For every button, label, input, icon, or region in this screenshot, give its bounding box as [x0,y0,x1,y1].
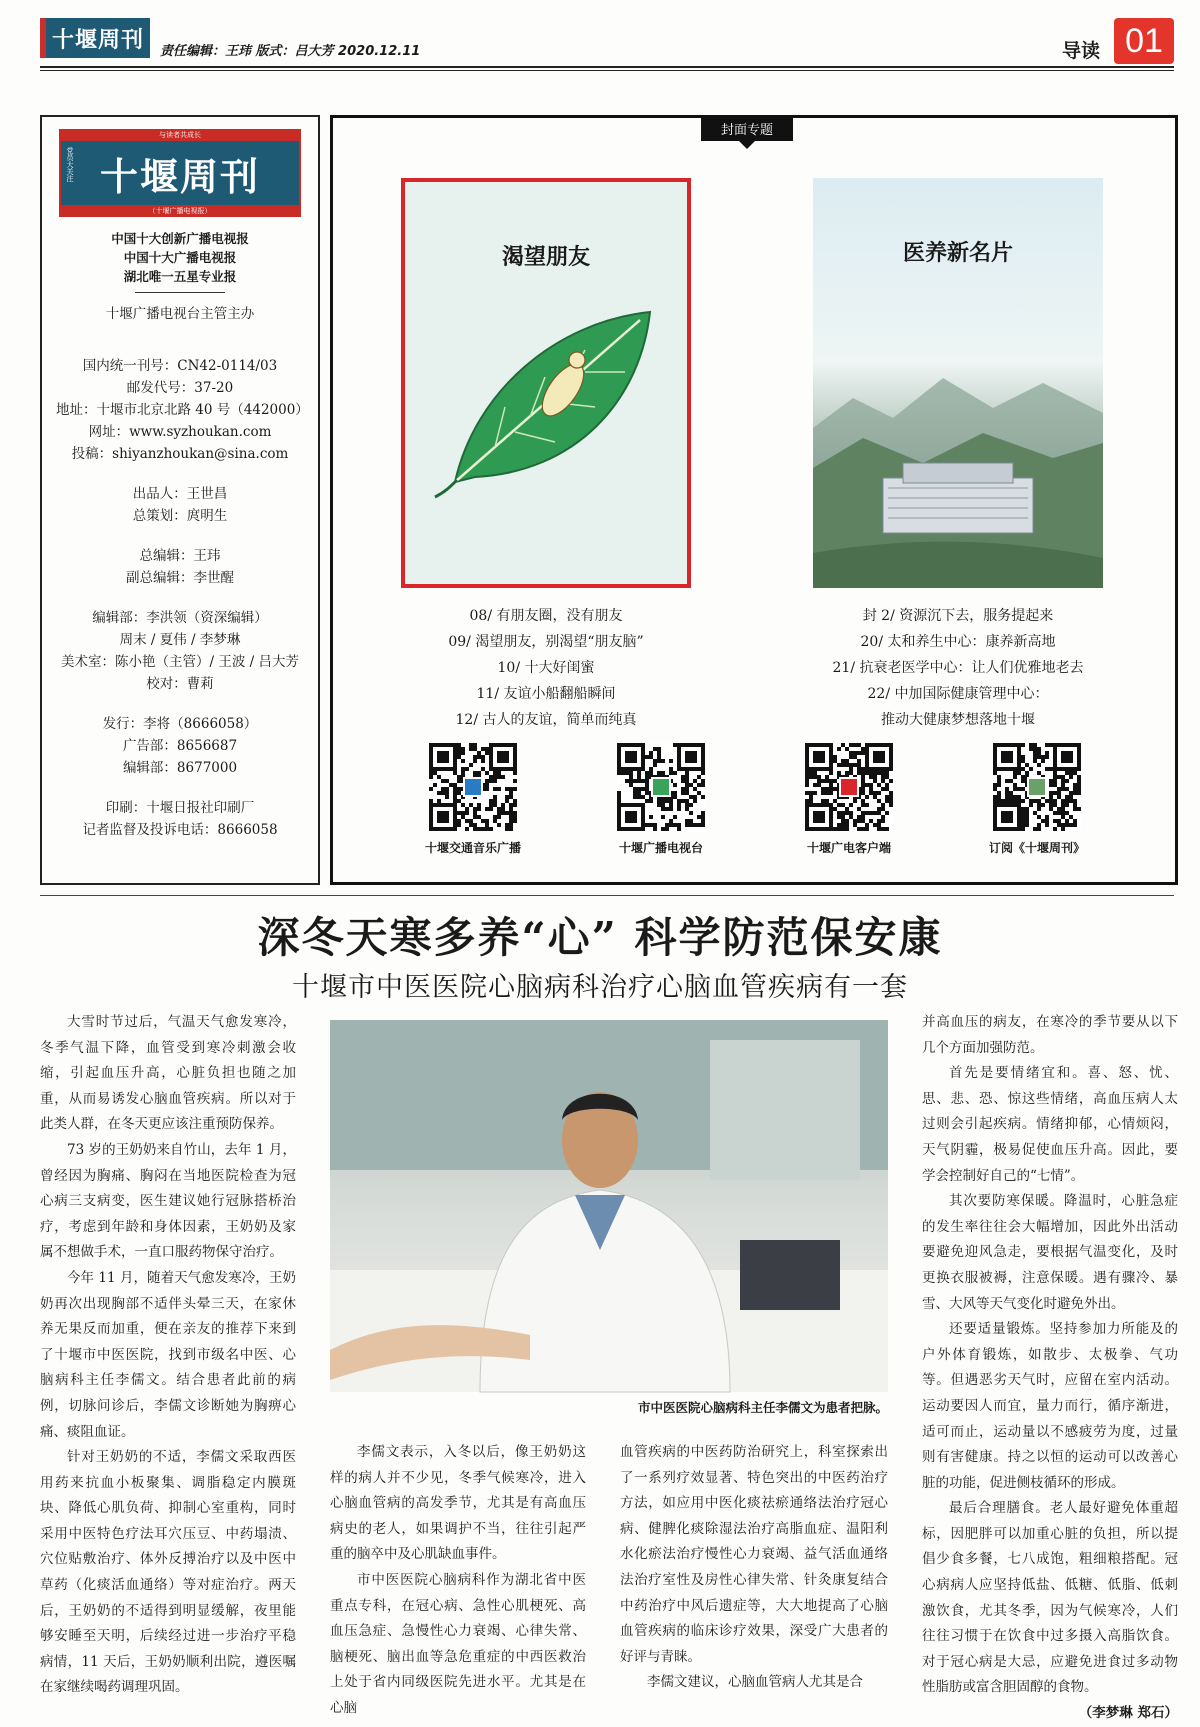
header-logo: 十堰周刊 [40,18,150,58]
info-line: 发行：李将（8666058） [102,716,258,732]
toc-item[interactable]: 09/ 渴望朋友，别渴望“朋友脑” [448,634,644,650]
article-signature: （李梦琳 郑石） [1078,1705,1178,1722]
honor-item: 湖北唯一五星专业报 [123,269,237,284]
toc-health [783,603,1133,733]
article-column-3 [620,1440,888,1696]
paragraph: 李儒文建议，心脑血管病人尤其是合 [647,1674,863,1691]
section-label: 导读 [1061,40,1100,62]
chief-editors [56,545,304,589]
honor-item: 中国十大广播电视报 [123,250,237,265]
qr-label: 十堰交通音乐广播 [424,841,521,855]
qr-label: 订阅《十堰周刊》 [988,841,1085,855]
photo-caption: 市中医医院心脑病科主任李儒文为患者把脉。 [637,1400,888,1415]
info-line: 总策划：庹明生 [132,508,228,524]
article-column-2 [330,1440,586,1722]
paragraph: 其次要防寒保暖。降温时，心脏急症的发生率往往会大幅增加，因此外出活动要避免迎风急走，要根据气温变化，及时更换衣服被褥，注意保暖。遇有骤冷、暴雪、大风等天气变化时避免外出。 [922,1193,1178,1312]
qr-label: 十堰广电客户端 [806,841,891,855]
masthead-subtitle: （十堰广播电视报） [148,207,212,215]
cover-panel-health[interactable] [813,178,1103,588]
article-column-1 [40,1010,296,1701]
masthead-slogan: 与读者共成长 [159,131,201,139]
toc-item[interactable]: 20/ 太和养生中心：康养新高地 [860,634,1056,650]
toc-item[interactable]: 11/ 友谊小船翻船瞬间 [476,686,616,702]
masthead-title: 十堰周刊 [61,141,299,205]
qr-code-icon [805,743,893,831]
qr-broadcast-app[interactable] [769,743,929,856]
toc-item[interactable]: 22/ 中加国际健康管理中心： [867,686,1049,702]
info-line: 印刷：十堰日报社印刷厂 [105,800,255,816]
article-column-4 [922,1010,1178,1727]
article-headline: 深冬天寒多养“心” 科学防范保安康 [257,913,943,962]
header-editors: 责任编辑：王玮 版式：吕大芳 2020.12.11 [160,44,421,59]
info-line: 总编辑：王玮 [139,548,221,564]
qr-code-row [393,743,1155,873]
cover-tag: 封面专题 [701,115,793,141]
paragraph: 还要适量锻炼。坚持参加力所能及的户外体育锻炼，如散步、太极拳、气功等。但遇恶劣天气时，应留在室内活动。运动要因人而宜，量力而行，循序渐进，适可而止，运动量以不感疲劳为度，过量则有害健康。持之以恒的运动可以改善心脏的功能，促进侧枝循环的形成。 [922,1321,1178,1491]
hospital-landscape-image [813,338,1103,588]
paragraph: 并高血压的病友，在寒冷的季节要从以下几个方面加强防范。 [922,1014,1178,1056]
article-rule [40,895,1174,896]
info-line: 地址：十堰市北京北路 40 号（442000） [56,402,309,418]
header-rule [40,66,1174,68]
paragraph: 大雪时节过后，气温天气愈发寒冷，冬季气温下降，血管受到寒冷刺激会收缩，引起血压升高，心脏负担也随之加重，从而易诱发心脑血管疾病。所以对于此类人群，在冬天更应该注重预防保养。 [40,1014,296,1133]
panel-title: 渴望朋友 [501,244,590,270]
masthead-box [40,115,320,885]
header-rule-thin [40,70,1174,71]
paragraph: 最后合理膳食。老人最好避免体重超标，因肥胖可以加重心脏的负担，所以提倡少食多餐，七八成饱，粗细粮搭配。冠心病病人应坚持低盐、低糖、低脂、低刺激饮食，尤其冬季，因为气候寒冷，人们往往习惯于在饮食中过多摄入高脂饮食。对于冠心病是大忌，应避免进食过多动物性脂肪或富含胆固醇的食物。 [922,1500,1178,1696]
toc-item[interactable]: 08/ 有朋友圈，没有朋友 [469,608,623,624]
sponsor: 十堰广播电视台主管主办 [105,306,255,322]
honors [56,229,304,286]
paragraph: 73 岁的王奶奶来自竹山，去年 1 月，曾经因为胸痛、胸闷在当地医院检查为冠心病三支病变，医生建议她行冠脉搭桥治疗，考虑到年龄和身体因素，王奶奶及家属不想做手术，一直口服药物保守治疗。 [40,1141,296,1261]
cover-panel-friends[interactable] [401,178,691,588]
page-number: 01 [1114,18,1174,64]
paragraph: 市中医医院心脑病科作为湖北省中医重点专科，在冠心病、急性心肌梗死、高血压急症、急慢性心力衰竭、心律失常、脑梗死、脑出血等急危重症的中西医救治上处于省内同级医院先进水平。尤其是在心脑 [330,1571,586,1716]
toc-item[interactable]: 推动大健康梦想落地十堰 [881,712,1035,728]
masthead-logo [59,129,301,217]
qr-code-icon [429,743,517,831]
toc-item[interactable]: 10/ 十大好闺蜜 [497,660,595,676]
info-line: 网址：www.syzhoukan.com [88,424,272,440]
qr-subscribe[interactable] [957,743,1117,856]
info-line: 周末 / 夏伟 / 李梦琳 [119,632,241,648]
paragraph: 首先是要情绪宜和。喜、怒、忧、思、悲、恐、惊这些情绪，高血压病人太过则会引起疾病。情绪抑郁，心情烦闷，天气阴霾，极易促使血压升高。因此，要学会控制好自己的“七情”。 [922,1065,1178,1184]
info-line: 编辑部：李洪领（资深编辑） [92,610,268,626]
divider [135,292,225,293]
article-subhead: 十堰市中医医院心脑病科治疗心脑血管疾病有一套 [292,972,908,1003]
info-line: 邮发代号：37-20 [126,380,234,396]
info-line: 出品人：王世昌 [132,486,228,502]
producers [56,483,304,527]
honor-item: 中国十大创新广播电视报 [111,231,249,246]
contacts [56,713,304,779]
printing [56,797,304,841]
info-line: 国内统一刊号：CN42-0114/03 [82,358,278,374]
doctor-photo [330,1020,888,1392]
panel-title: 医养新名片 [902,240,1013,266]
paragraph: 李儒文表示，入冬以后，像王奶奶这样的病人并不少见，冬季气候寒冷，进入心脑血管病的高发季节，尤其是有高血压病史的老人，如果调护不当，往往引起严重的脑卒中及心肌缺血事件。 [330,1444,586,1563]
leaf-illustration [435,302,665,502]
info-line: 副总编辑：李世醒 [126,570,234,586]
paragraph: 血管疾病的中医药防治研究上，科室探索出了一系列疗效显著、特色突出的中医药治疗方法，如应用中医化痰祛瘀通络法治疗冠心病、健脾化痰除湿法治疗高脂血症、温阳利水化瘀法治疗慢性心力衰竭、益气活血通络法治疗室性及房性心律失常、针灸康复结合中药治疗中风后遗症等，大大地提高了心脑血管疾病的临床诊疗效果，深受广大患者的好评与青睐。 [620,1444,888,1665]
staff [56,607,304,695]
cover-features [330,115,1178,885]
info-line: 记者监督及投诉电话：8666058 [82,822,278,838]
paragraph: 今年 11 月，随着天气愈发寒冷，王奶奶再次出现胸部不适伴头晕三天，在家休养无果反而加重，便在亲友的推荐下来到了十堰市中医医院，找到市级名中医、心脑病科主任李儒文。结合患者此前的病例，切脉问诊后，李儒文诊断她为胸痹心痛、痰阻血证。 [40,1269,296,1440]
doctor-photo-illustration [330,1020,888,1392]
info-line: 校对：曹莉 [146,676,214,692]
toc-item[interactable]: 21/ 抗衰老医学中心：让人们优雅地老去 [832,660,1084,676]
info-line: 广告部：8656687 [122,738,238,754]
info-line: 美术室：陈小艳（主管）/ 王波 / 吕大芳 [61,654,299,670]
toc-friends [401,603,691,733]
qr-tv-station[interactable] [581,743,741,856]
qr-code-icon [617,743,705,831]
registration-info [56,355,309,465]
masthead-vertical-text: 党员大关注 [66,147,74,182]
toc-item[interactable]: 封 2/ 资源沉下去，服务提起来 [862,608,1054,624]
qr-code-icon [993,743,1081,831]
qr-traffic-radio[interactable] [393,743,553,856]
qr-label: 十堰广播电视台 [618,841,703,855]
paragraph: 针对王奶奶的不适，李儒文采取西医用药来抗血小板聚集、调脂稳定内膜斑块、降低心肌负荷、抑制心室重构，同时采用中医特色疗法耳穴压豆、中药塌渍、穴位贴敷治疗、体外反搏治疗以及中医中草药（化痰活血通络）等对症治疗。两天后，王奶奶的不适得到明显缓解，夜里能够安睡至天明，后续经过进一步治疗平稳病情，11 天后，王奶奶顺利出院，遵医嘱在家继续喝药调理巩固。 [40,1449,296,1696]
info-line: 投稿：shiyanzhoukan@sina.com [71,446,289,462]
info-line: 编辑部：8677000 [122,760,238,776]
toc-item[interactable]: 12/ 古人的友谊，简单而纯真 [455,712,637,728]
